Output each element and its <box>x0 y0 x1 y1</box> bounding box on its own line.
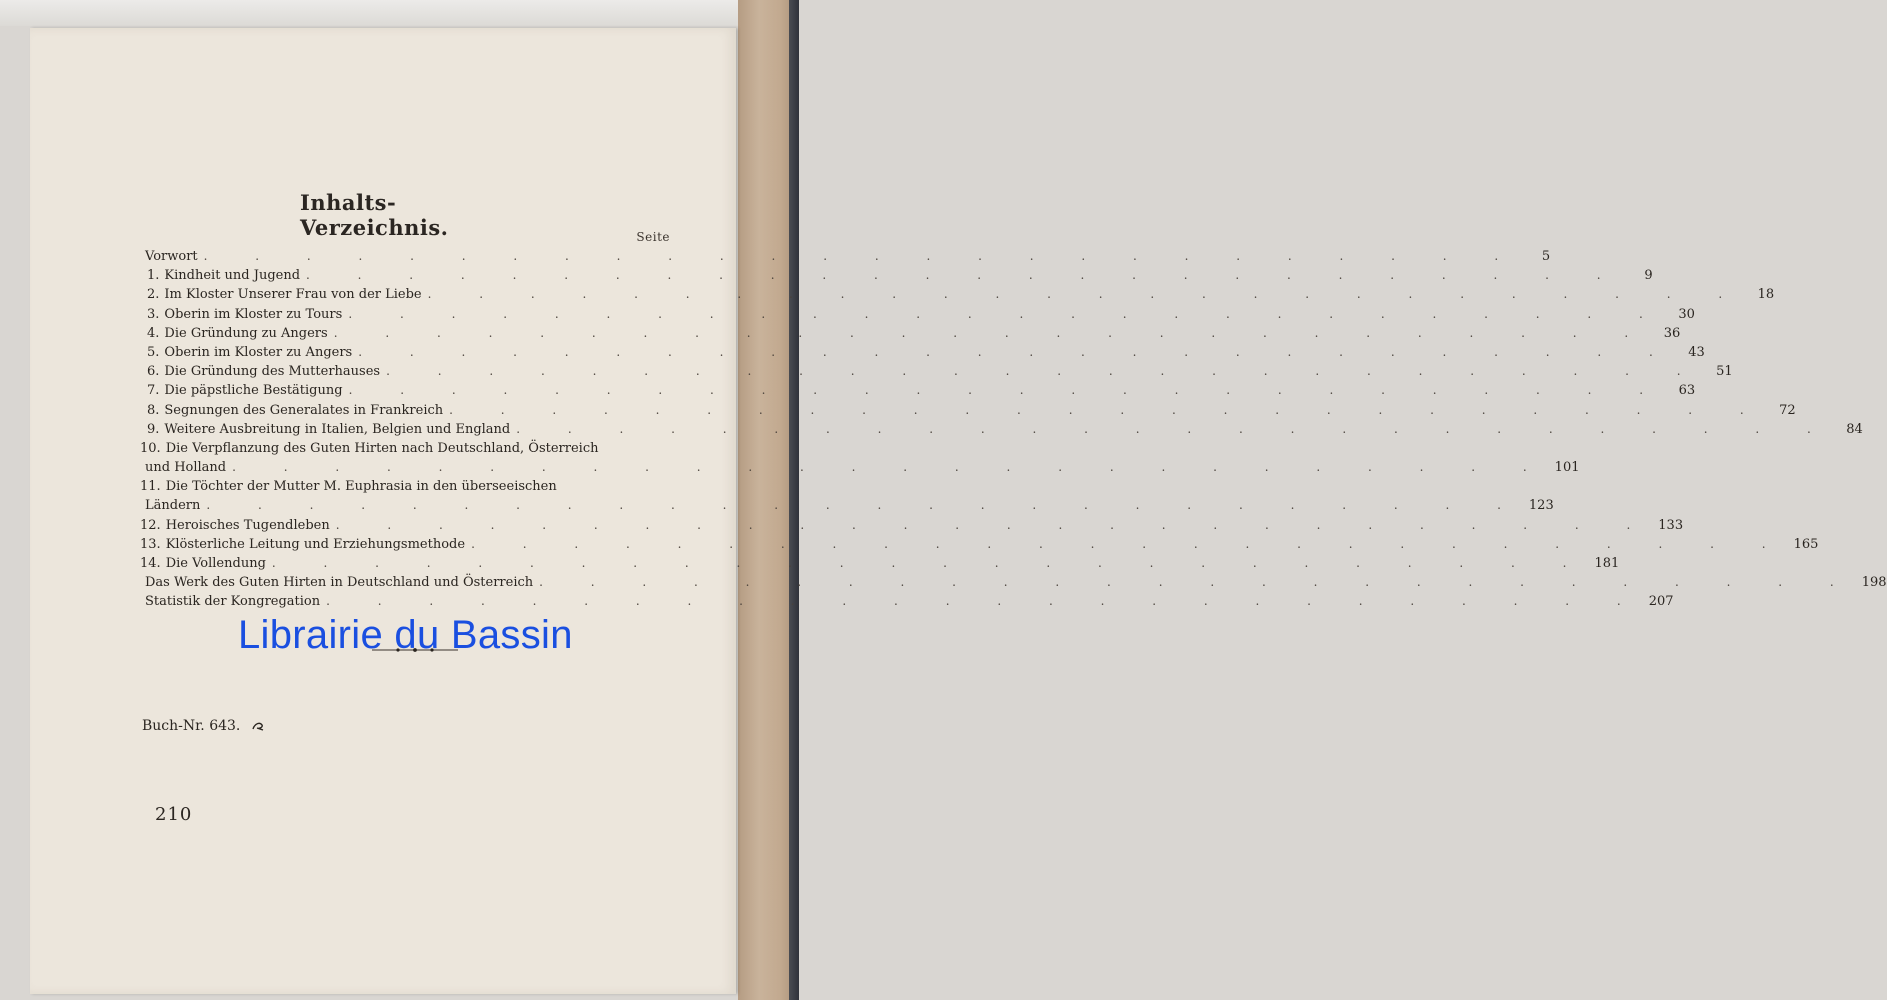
entry-number: 2. <box>147 287 160 303</box>
dot-leader: . . . . . . . . . . . . . . . . . . . . . . . . . . <box>306 268 1623 283</box>
entry-page: 84 <box>1846 421 1863 437</box>
entry-number: 13. <box>140 536 161 552</box>
entry-page: 165 <box>1793 536 1819 552</box>
entry-label: Weitere Ausbreitung in Italien, Belgien und England <box>164 421 511 437</box>
entry-label: Im Kloster Unserer Frau von der Liebe <box>164 287 422 303</box>
entry-number: 1. <box>147 268 160 284</box>
dot-leader: . . . . . . . . . . . . . . . . . . . . . . . . . . <box>471 536 1788 551</box>
entry-number: 7. <box>147 383 160 399</box>
entry-number: 10. <box>140 440 161 456</box>
dot-leader: . . . . . . . . . . . . . . . . . . . . . . . . . . <box>516 421 1833 436</box>
dot-leader: . . . . . . . . . . . . . . . . . . . . . . . . . . <box>335 517 1653 532</box>
toc-entry <box>140 573 1887 592</box>
entry-page: 51 <box>1716 364 1733 380</box>
entry-label: Die Verpflanzung des Guten Hirten nach Deutschland, Österreich <box>165 440 599 456</box>
toc-entry <box>140 362 1733 381</box>
toc-entry <box>140 381 1696 400</box>
table-of-contents <box>140 247 1887 612</box>
toc-entry <box>140 477 670 496</box>
dot-leader: . . . . . . . . . . . . . . . . . . . . . . . . . . <box>386 364 1703 379</box>
dot-leader: . . . . . . . . . . . . . . . . . . . . . . . . . . <box>326 594 1643 609</box>
entry-page: 133 <box>1658 517 1684 533</box>
entry-label: Oberin im Kloster zu Angers <box>164 344 353 360</box>
entry-number: 9. <box>147 421 160 437</box>
entry-label: und Holland <box>145 460 227 476</box>
scan-background <box>0 0 799 26</box>
entry-page: 123 <box>1528 498 1554 514</box>
dot-leader: . . . . . . . . . . . . . . . . . . . . . . . . . . <box>348 383 1666 398</box>
entry-label: Heroisches Tugendleben <box>165 517 330 533</box>
toc-entry <box>140 420 1863 439</box>
watermark-text: Librairie du Bassin <box>238 613 573 657</box>
entry-label: Die Gründung zu Angers <box>164 325 328 341</box>
dot-leader: . . . . . . . . . . . . . . . . . . . . . . . . . . <box>358 344 1675 359</box>
entry-page: 9 <box>1644 268 1653 284</box>
entry-number: 6. <box>147 364 160 380</box>
toc-entry <box>140 554 1620 573</box>
dot-leader: . . . . . . . . . . . . . . . . . . . . . . . . . . <box>449 402 1766 417</box>
toc-entry <box>140 324 1681 343</box>
entry-label: Segnungen des Generalates in Frankreich <box>164 402 444 418</box>
dot-leader: . . . . . . . . . . . . . . . . . . . . . . . . . . <box>539 575 1856 590</box>
page-number: 210 <box>155 804 193 825</box>
entry-page: 5 <box>1541 249 1551 264</box>
page-title: Inhalts-Verzeichnis. <box>300 190 449 240</box>
dot-leader: . . . . . . . . . . . . . . . . . . . . . . . . . . <box>271 556 1589 570</box>
book-number-line <box>142 718 265 734</box>
entry-number: 11. <box>140 479 161 495</box>
entry-page: 63 <box>1678 383 1696 399</box>
dot-leader: . . . . . . . . . . . . . . . . . . . . . . . . . . <box>348 306 1665 321</box>
toc-entry <box>140 439 670 458</box>
entry-number: 5. <box>147 344 160 360</box>
dot-leader: . . . . . . . . . . . . . . . . . . . . . . . . . . <box>206 498 1523 513</box>
entry-page: 198 <box>1861 575 1887 591</box>
toc-entry <box>140 535 1819 554</box>
dot-leader: . . . . . . . . . . . . . . . . . . . . . . . . . . <box>427 287 1745 302</box>
entry-label: Die Vollendung <box>165 556 266 571</box>
entry-label: Das Werk des Guten Hirten in Deutschland und Österreich <box>145 575 534 591</box>
toc-entry <box>140 285 1775 304</box>
toc-entry <box>140 247 1551 266</box>
toc-entry <box>140 266 1653 285</box>
page-column-header: Seite <box>636 230 670 244</box>
entry-number: 14. <box>140 556 161 571</box>
toc-entry-continuation <box>140 458 1580 477</box>
entry-number: 8. <box>147 402 160 418</box>
dot-leader: . . . . . . . . . . . . . . . . . . . . . . . . . . <box>333 325 1651 340</box>
entry-label: Die Gründung des Mutterhauses <box>164 364 381 380</box>
toc-entry-continuation <box>140 496 1554 515</box>
entry-label: Die Töchter der Mutter M. Euphrasia in den überseeischen <box>165 479 557 495</box>
dot-leader: . . . . . . . . . . . . . . . . . . . . . . . . . . <box>203 249 1521 263</box>
entry-number: 4. <box>147 325 160 341</box>
entry-page: 36 <box>1663 325 1681 341</box>
entry-label: Ländern <box>145 498 201 514</box>
entry-label: Oberin im Kloster zu Tours <box>164 306 343 322</box>
entry-label: Die päpstliche Bestätigung <box>164 383 343 399</box>
handwritten-mark-icon <box>251 721 265 731</box>
entry-page: 43 <box>1688 344 1705 360</box>
toc-entry <box>140 343 1705 362</box>
entry-page: 181 <box>1594 556 1620 571</box>
dot-leader: . . . . . . . . . . . . . . . . . . . . . . . . . . <box>232 460 1549 475</box>
entry-label: Kindheit und Jugend <box>164 268 301 284</box>
entry-page: 18 <box>1757 287 1775 303</box>
toc-entry <box>140 401 1796 420</box>
entry-number: 3. <box>147 306 160 322</box>
entry-number: 12. <box>140 517 161 533</box>
entry-label: Vorwort <box>145 249 198 264</box>
entry-page: 101 <box>1554 460 1580 476</box>
entry-label: Statistik der Kongregation <box>145 594 321 610</box>
toc-entry <box>140 516 1684 535</box>
toc-entry <box>140 305 1695 324</box>
toc-entry <box>140 592 1674 611</box>
book-number: Buch-Nr. 643. <box>142 718 241 734</box>
entry-page: 72 <box>1779 402 1796 418</box>
entry-page: 207 <box>1648 594 1674 610</box>
entry-label: Klösterliche Leitung und Erziehungsmethode <box>165 536 466 552</box>
entry-page: 30 <box>1678 306 1695 322</box>
